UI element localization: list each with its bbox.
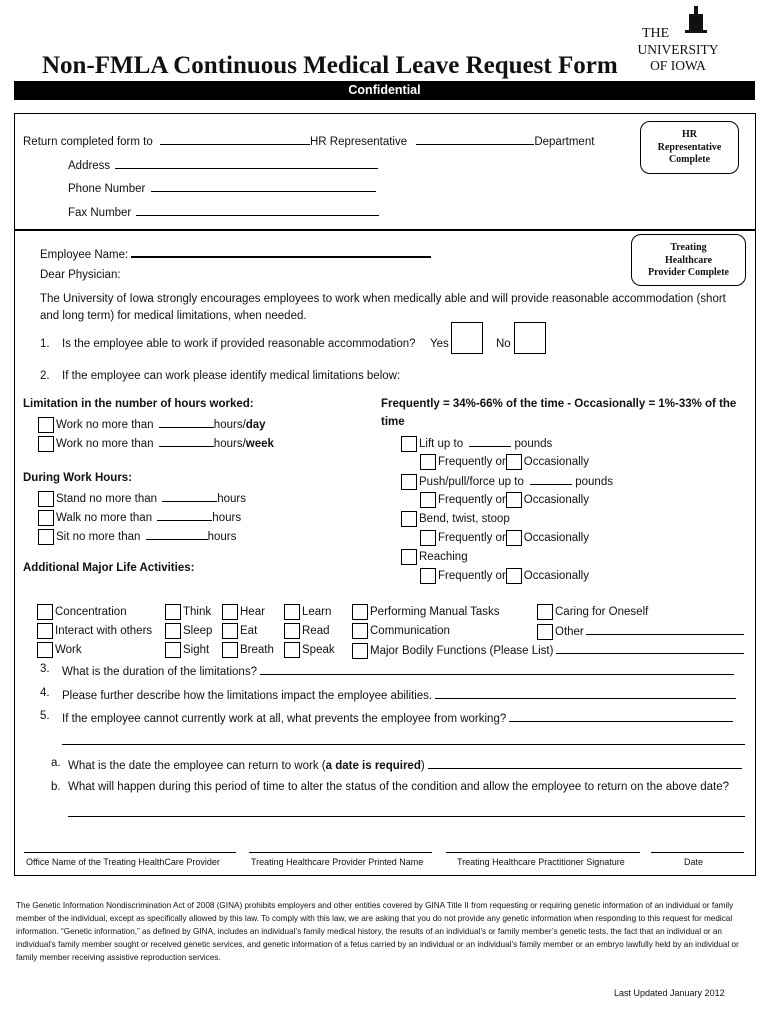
qa-close: )	[420, 760, 425, 772]
breath-label: Breath	[240, 644, 274, 657]
during-heading: During Work Hours:	[23, 472, 133, 484]
concentration-label: Concentration	[55, 606, 127, 619]
work-week-checkbox[interactable]	[38, 436, 54, 452]
work-label: Work	[55, 644, 82, 657]
date-line[interactable]	[651, 852, 744, 853]
phone-label: Phone Number	[68, 183, 146, 195]
intro-line-2: and long term) for medical limitations, when needed.	[40, 310, 307, 322]
sit-label: Sit no more than	[56, 531, 141, 543]
reaching-frequently: Frequently	[438, 570, 493, 583]
reaching-occasionally: Occasionally	[523, 570, 589, 583]
q5-text: If the employee cannot currently work at all, what prevents the employee from working?	[62, 713, 507, 725]
confidential-banner: Confidential	[14, 81, 755, 100]
eat-checkbox[interactable]	[222, 623, 238, 639]
hours-week-unit: hours/	[213, 438, 246, 450]
read-checkbox[interactable]	[284, 623, 300, 639]
manual-tasks-label: Performing Manual Tasks	[370, 606, 500, 619]
lift-occasionally: Occasionally	[523, 456, 589, 469]
sight-label: Sight	[183, 644, 210, 657]
learn-checkbox[interactable]	[284, 604, 300, 620]
office-line[interactable]	[24, 852, 236, 853]
lift-frequently-checkbox[interactable]	[420, 454, 436, 470]
hours-day-unit: hours/	[213, 419, 246, 431]
speak-checkbox[interactable]	[284, 642, 300, 658]
qb-field[interactable]	[68, 805, 745, 817]
reaching-label: Reaching	[419, 551, 468, 564]
qb-text: What will happen during this period of time to alter the status of the condition and allow the employee to return on the above date?	[68, 781, 730, 793]
gina-line-1: The Genetic Information Nondiscrimination Act of 2008 (GINA) prohibits employers and other entities covered by GINA Title II from requesting or requiring genetic information of an individual or family	[16, 901, 734, 910]
bodily-functions-label: Major Bodily Functions (Please List)	[370, 645, 554, 657]
gina-line-4: individual’s family member sought or received genetic services, and genetic information of a fetus carried by an individual or an individual’s family member or an embryo lawfully held by an individual or	[16, 940, 739, 949]
return-to-label: Return completed form to	[23, 136, 153, 148]
bend-checkbox[interactable]	[401, 511, 417, 527]
hr-complete-badge: HR Representative Complete	[640, 121, 739, 174]
employee-name-field[interactable]	[131, 245, 431, 258]
caring-label: Caring for Oneself	[555, 606, 649, 619]
yes-label: Yes	[430, 338, 449, 350]
fax-field[interactable]	[136, 204, 379, 216]
lift-or: or	[495, 456, 506, 469]
qa-bold: a date is required	[325, 760, 421, 772]
work-day-label: Work no more than	[56, 419, 154, 431]
gina-line-2: member of the individual, except as specifically allowed by this law. To comply with this law, we are asking that you do not provide any genetic information when responding to this request for medical	[16, 914, 733, 923]
push-frequently: Frequently	[438, 494, 493, 507]
work-checkbox[interactable]	[37, 642, 53, 658]
q4-text: Please further describe how the limitations impact the employee abilities.	[62, 690, 433, 702]
q2-number: 2.	[40, 370, 50, 382]
department-label: Department	[534, 136, 595, 148]
q5-field[interactable]	[509, 710, 733, 722]
work-day-field[interactable]	[159, 416, 214, 428]
q4-number: 4.	[40, 687, 50, 699]
breath-checkbox[interactable]	[222, 642, 238, 658]
dear-physician: Dear Physician:	[40, 269, 121, 281]
phone-field[interactable]	[151, 180, 376, 192]
work-week-field[interactable]	[159, 435, 214, 447]
sleep-label: Sleep	[183, 625, 213, 638]
bend-or: or	[495, 532, 506, 545]
bend-label: Bend, twist, stoop	[419, 513, 510, 526]
push-frequently-checkbox[interactable]	[420, 492, 436, 508]
lift-checkbox[interactable]	[401, 436, 417, 452]
other-field[interactable]	[586, 623, 744, 635]
push-field[interactable]	[530, 473, 572, 485]
read-label: Read	[302, 625, 330, 638]
bodily-functions-field[interactable]	[556, 642, 744, 654]
push-label: Push/pull/force up to	[419, 476, 524, 488]
provider-complete-badge: Treating Healthcare Provider Complete	[631, 234, 746, 286]
week-label: week	[245, 438, 274, 450]
employee-name-label: Employee Name:	[40, 249, 129, 261]
major-activities-heading: Additional Major Life Activities:	[23, 562, 195, 574]
gina-line-3: information. “Genetic information,” as defined by GINA, includes an individual’s family medical history, the results of an individual’s or family member’s genetic tests, the fact that an individual or an	[16, 927, 722, 936]
gina-line-5: family member receiving assistive reproduction services.	[16, 953, 221, 962]
communication-label: Communication	[370, 625, 450, 638]
freq-heading-2: time	[381, 416, 405, 428]
hr-rep-label: HR Representative	[309, 136, 408, 148]
qb-number: b.	[51, 781, 61, 793]
bend-occasionally: Occasionally	[523, 532, 589, 545]
return-to-field[interactable]	[160, 133, 310, 145]
stand-field[interactable]	[162, 490, 217, 502]
reaching-or: or	[495, 570, 506, 583]
form-title: Non-FMLA Continuous Medical Leave Request Form	[42, 52, 618, 79]
sight-checkbox[interactable]	[165, 642, 181, 658]
date-label: Date	[684, 857, 704, 867]
intro-line-1: The University of Iowa strongly encourages employees to work when medically able and will provide reasonable accommodation (short	[40, 293, 726, 305]
bodily-functions-checkbox[interactable]	[352, 643, 368, 659]
q3-field[interactable]	[260, 663, 734, 675]
hr-rep-field[interactable]	[416, 133, 534, 145]
last-updated: Last Updated January 2012	[614, 988, 725, 998]
reaching-frequently-checkbox[interactable]	[420, 568, 436, 584]
other-checkbox[interactable]	[537, 624, 553, 640]
freq-heading-1: Frequently = 34%-66% of the time - Occasionally = 1%-33% of the	[381, 398, 737, 410]
stand-hours: hours	[217, 493, 246, 505]
address-field[interactable]	[115, 157, 378, 169]
reaching-checkbox[interactable]	[401, 549, 417, 565]
sleep-checkbox[interactable]	[165, 623, 181, 639]
qa-field[interactable]	[428, 757, 742, 769]
reaching-occasionally-checkbox[interactable]	[506, 568, 522, 584]
push-or: or	[495, 494, 506, 507]
sit-checkbox[interactable]	[38, 529, 54, 545]
lift-occasionally-checkbox[interactable]	[506, 454, 522, 470]
bend-frequently: Frequently	[438, 532, 493, 545]
stand-checkbox[interactable]	[38, 491, 54, 507]
think-label: Think	[183, 606, 212, 619]
speak-label: Speak	[302, 644, 335, 657]
no-label: No	[496, 338, 511, 350]
bend-occasionally-checkbox[interactable]	[506, 530, 522, 546]
work-week-label: Work no more than	[56, 438, 154, 450]
hear-checkbox[interactable]	[222, 604, 238, 620]
interact-label: Interact with others	[55, 625, 153, 638]
provider-section-box	[14, 230, 756, 876]
push-checkbox[interactable]	[401, 474, 417, 490]
lift-field[interactable]	[469, 435, 511, 447]
manual-tasks-checkbox[interactable]	[352, 604, 368, 620]
q4-field[interactable]	[435, 687, 736, 699]
q1-text: Is the employee able to work if provided reasonable accommodation?	[62, 338, 416, 350]
push-occasionally: Occasionally	[523, 494, 589, 507]
communication-checkbox[interactable]	[352, 623, 368, 639]
yes-checkbox[interactable]	[451, 322, 483, 354]
walk-label: Walk no more than	[56, 512, 153, 524]
no-checkbox[interactable]	[514, 322, 546, 354]
push-occasionally-checkbox[interactable]	[506, 492, 522, 508]
stand-label: Stand no more than	[56, 493, 158, 505]
logo-the: THE	[642, 26, 670, 41]
logo-university: UNIVERSITY	[637, 42, 719, 57]
logo-of-iowa: OF IOWA	[650, 58, 706, 73]
printed-line[interactable]	[249, 852, 432, 853]
lift-pounds: pounds	[514, 438, 553, 450]
q2-text: If the employee can work please identify medical limitations below:	[62, 370, 401, 382]
work-day-checkbox[interactable]	[38, 417, 54, 433]
q3-text: What is the duration of the limitations?	[62, 666, 257, 678]
hours-heading: Limitation in the number of hours worked:	[23, 398, 254, 410]
signature-line[interactable]	[446, 852, 640, 853]
hear-label: Hear	[240, 606, 265, 619]
signature-label: Treating Healthcare Practitioner Signature	[457, 857, 625, 867]
walk-hours: hours	[212, 512, 242, 524]
office-label: Office Name of the Treating HealthCare Provider	[26, 857, 220, 867]
caring-checkbox[interactable]	[537, 604, 553, 620]
sit-hours: hours	[207, 531, 237, 543]
learn-label: Learn	[302, 606, 332, 619]
walk-checkbox[interactable]	[38, 510, 54, 526]
qa-text: What is the date the employee can return to work (	[68, 760, 326, 772]
think-checkbox[interactable]	[165, 604, 181, 620]
university-logo	[634, 4, 722, 76]
walk-field[interactable]	[157, 509, 212, 521]
q3-number: 3.	[40, 663, 50, 675]
q1-number: 1.	[40, 338, 50, 350]
eat-label: Eat	[240, 625, 258, 638]
push-pounds: pounds	[575, 476, 613, 488]
day-label: day	[245, 419, 266, 431]
q5-number: 5.	[40, 710, 50, 722]
bend-frequently-checkbox[interactable]	[420, 530, 436, 546]
other-label: Other	[555, 626, 584, 638]
lift-frequently: Frequently	[438, 456, 493, 469]
address-label: Address	[68, 160, 111, 172]
sit-field[interactable]	[146, 528, 208, 540]
lift-label: Lift up to	[419, 438, 464, 450]
q5-field-line2[interactable]	[62, 733, 745, 745]
interact-checkbox[interactable]	[37, 623, 53, 639]
printed-label: Treating Healthcare Provider Printed Name	[251, 857, 424, 867]
fax-label: Fax Number	[68, 207, 132, 219]
concentration-checkbox[interactable]	[37, 604, 53, 620]
qa-number: a.	[51, 757, 61, 769]
